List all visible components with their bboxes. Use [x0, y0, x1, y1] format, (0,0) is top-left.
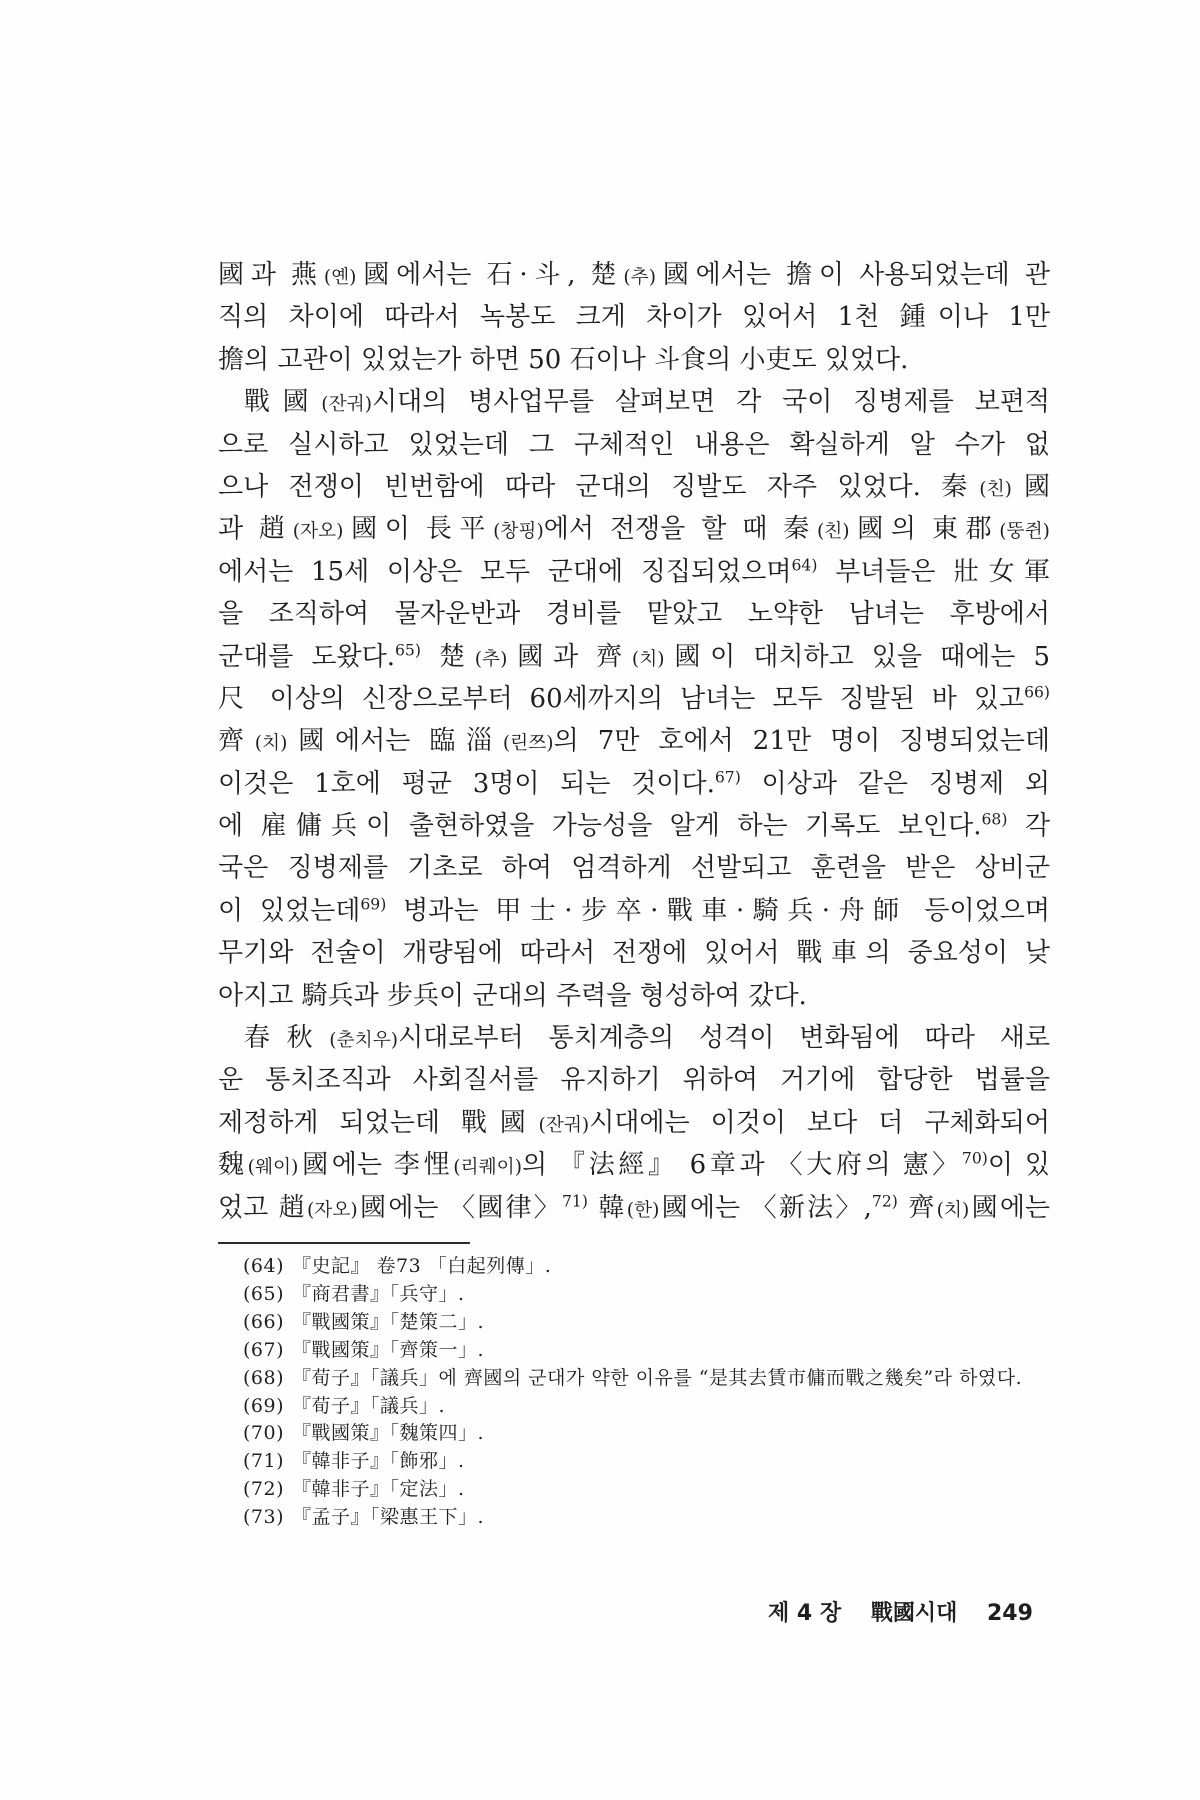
reading-annotation: (친) [816, 521, 850, 543]
footnote-reference: 65) [395, 641, 421, 660]
text-segment: 韓(한)國에는 〈新法〉, [587, 1192, 872, 1223]
reading-annotation: (잔궈) [538, 1114, 590, 1136]
chapter-label: 제 4 장 [768, 1601, 842, 1626]
running-footer [768, 1596, 1033, 1627]
footnote [243, 1253, 1050, 1281]
text-line [218, 381, 1050, 423]
text-line [218, 466, 1050, 508]
footnote [243, 1420, 1050, 1448]
text-segment: 戰國(잔궈)시대의 병사업무를 살펴보면 각 국이 징병제를 보편적 [244, 387, 1050, 418]
footnote-text: 『韓非子』「定法」. [292, 1478, 465, 1501]
text-segment: 직의 차이에 따라서 녹봉도 크게 차이가 있어서 1천 鍾이나 1만 [218, 302, 1050, 333]
text-line [218, 1144, 1050, 1186]
text-segment: 아지고 騎兵과 步兵이 군대의 주력을 형성하여 갔다. [218, 980, 807, 1011]
text-line [218, 720, 1050, 762]
text-line [218, 1102, 1050, 1144]
footnote-number: (64) [243, 1255, 285, 1277]
text-line [218, 847, 1050, 889]
text-segment: 魏(웨이)國에는 李悝(리퀘이)의 『法經』 6章과 〈大府의 憲〉 [218, 1150, 962, 1181]
reading-annotation: (추) [623, 267, 657, 288]
footnote-reference: 68) [981, 810, 1008, 829]
footnote-text: 『荀子』「議兵」에 齊國의 군대가 약한 이유를 “是其去賃市傭而戰之幾矣”라 하였다. [292, 1366, 1023, 1389]
paragraph [218, 254, 1050, 381]
reading-annotation: (치) [936, 1199, 970, 1221]
footnote-number: (68) [243, 1366, 285, 1389]
text-line [218, 890, 1050, 932]
reading-annotation: (자오) [292, 521, 344, 543]
footnote [243, 1365, 1050, 1393]
footnote [243, 1281, 1050, 1309]
footnote [243, 1504, 1050, 1532]
text-segment: 國과 燕(옌)國에서는 石·斗, 楚(추)國에서는 擔이 사용되었는데 관 [218, 260, 1050, 290]
text-segment: 무기와 전술이 개량됨에 따라서 전쟁에 있어서 戰車의 중요성이 낮 [218, 938, 1050, 969]
footnote [243, 1476, 1050, 1504]
footnote-text: 『商君書』「兵守」. [292, 1282, 465, 1305]
text-line [218, 678, 1050, 720]
text-segment: 이상과 같은 징병제 외 [740, 768, 1051, 799]
footnote-reference: 69) [360, 895, 387, 914]
text-segment: 擔의 고관이 있었는가 하면 50 石이나 斗食의 小吏도 있었다. [218, 344, 909, 375]
footnote-number: (71) [243, 1450, 285, 1473]
footnote [243, 1448, 1050, 1476]
chapter-title: 戰國시대 [870, 1601, 958, 1626]
paragraph [218, 1017, 1050, 1229]
footnote-reference: 70) [961, 1149, 988, 1168]
text-segment: 으나 전쟁이 빈번함에 따라 군대의 징발도 자주 있었다. 秦(친)國 [218, 471, 1050, 502]
text-line [218, 254, 1050, 296]
footnote-text: 『荀子』「議兵」. [292, 1394, 446, 1417]
text-segment: 春秋(춘치우)시대로부터 통치계층의 성격이 변화됨에 따라 새로 [244, 1023, 1050, 1054]
footnote-reference: 71) [562, 1192, 588, 1211]
text-segment: 부녀들은 壯女軍 [817, 556, 1050, 587]
footnote-number: (66) [243, 1310, 285, 1333]
reading-annotation: (춘치우) [329, 1030, 399, 1052]
body-text [218, 254, 1050, 1229]
reading-annotation: (리퀘이) [453, 1157, 523, 1179]
footnote [243, 1309, 1050, 1337]
reading-annotation: (치) [631, 648, 665, 670]
text-segment: 으로 실시하고 있었는데 그 구체적인 내용은 확실하게 알 수가 없 [218, 429, 1050, 460]
reading-annotation: (창핑) [493, 521, 544, 543]
footnote-rule [218, 1242, 470, 1244]
text-segment: 이 있었는데 [218, 895, 361, 926]
text-line [218, 975, 1050, 1017]
footnote-number: (73) [243, 1506, 285, 1529]
text-segment: 을 조직하여 물자운반과 경비를 맡았고 노약한 남녀는 후방에서 [218, 599, 1050, 630]
footnote-text: 『韓非子』「飾邪」. [292, 1450, 465, 1473]
text-segment: 었고 趙(자오)國에는 〈國律〉 [218, 1192, 562, 1223]
footnote-number: (72) [243, 1478, 285, 1501]
footnote-number: (65) [243, 1282, 285, 1305]
reading-annotation: (린쯔) [502, 733, 554, 755]
reading-annotation: (잔궈) [321, 394, 373, 416]
text-line [218, 1059, 1050, 1101]
text-line [218, 932, 1050, 974]
text-segment: 이것은 1호에 평균 3명이 되는 것이다. [218, 768, 715, 799]
text-line [218, 593, 1050, 635]
text-segment: 제정하게 되었는데 戰國(잔궈)시대에는 이것이 보다 더 구체화되어 [218, 1107, 1050, 1138]
footnote-reference: 67) [714, 768, 741, 787]
text-segment: 齊(치)國에서는 臨淄(린쯔)의 7만 호에서 21만 명이 징병되었는데 [218, 726, 1050, 757]
footnote [243, 1337, 1050, 1365]
text-line [218, 805, 1050, 847]
text-line [218, 339, 1050, 381]
footnote-text: 『戰國策』「魏策四」. [292, 1422, 485, 1445]
text-segment: 齊(치)國에는 [897, 1192, 1051, 1223]
reading-annotation: (추) [474, 648, 508, 670]
text-segment: 각 [1007, 811, 1050, 842]
text-segment: 楚(추)國과 齊(치)國이 대치하고 있을 때에는 5 [420, 641, 1050, 672]
reading-annotation: (치) [254, 733, 288, 755]
text-line [218, 763, 1050, 805]
text-line [218, 508, 1050, 550]
text-segment: 병과는 甲士·步卒·戰車·騎兵·舟師 등이었으며 [386, 895, 1050, 926]
footnote-text: 『戰國策』「齊策一」. [292, 1338, 485, 1361]
footnote-reference: 66) [1024, 683, 1050, 702]
footnote-text: 『戰國策』「楚策二」. [292, 1310, 485, 1333]
text-segment: 운 통치조직과 사회질서를 유지하기 위하여 거기에 합당한 법률을 [218, 1065, 1050, 1096]
reading-annotation: (웨이) [247, 1157, 299, 1179]
footnote-number: (70) [243, 1422, 285, 1445]
text-segment: 군대를 도왔다. [218, 641, 395, 672]
text-segment: 尺 이상의 신장으로부터 60세까지의 남녀는 모두 징발된 바 있고 [218, 683, 1025, 714]
footnote-number: (69) [243, 1394, 285, 1417]
text-segment: 에 雇傭兵이 출현하였을 가능성을 알게 하는 기록도 보인다. [218, 811, 982, 842]
text-segment: 에서는 15세 이상은 모두 군대에 징집되었으며 [218, 556, 792, 587]
text-segment: 이 있 [987, 1150, 1051, 1181]
text-line [218, 296, 1050, 338]
paragraph [218, 381, 1050, 1017]
reading-annotation: (자오) [307, 1199, 358, 1221]
footnotes [243, 1253, 1050, 1532]
reading-annotation: (옌) [323, 267, 357, 288]
reading-annotation: (뚱쥔) [999, 521, 1050, 543]
footnote-number: (67) [243, 1338, 285, 1361]
text-line [218, 1017, 1050, 1059]
footnote-reference: 72) [871, 1192, 898, 1211]
footnote [243, 1393, 1050, 1421]
reading-annotation: (한) [626, 1199, 660, 1221]
footnote-text: 『史記』 卷73 「白起列傳」. [292, 1255, 552, 1277]
text-segment: 과 趙(자오)國이 長平(창핑)에서 전쟁을 할 때 秦(친)國의 東郡(뚱쥔) [218, 514, 1050, 545]
text-segment: 국은 징병제를 기초로 하여 엄격하게 선발되고 훈련을 받은 상비군 [218, 853, 1050, 884]
reading-annotation: (친) [979, 478, 1012, 500]
footnote-reference: 64) [791, 556, 818, 575]
footnote-text: 『孟子』「梁惠王下」. [292, 1506, 485, 1529]
text-line [218, 551, 1050, 593]
text-line [218, 636, 1050, 678]
text-line [218, 424, 1050, 466]
text-line [218, 1187, 1050, 1229]
page-number: 249 [987, 1601, 1033, 1626]
